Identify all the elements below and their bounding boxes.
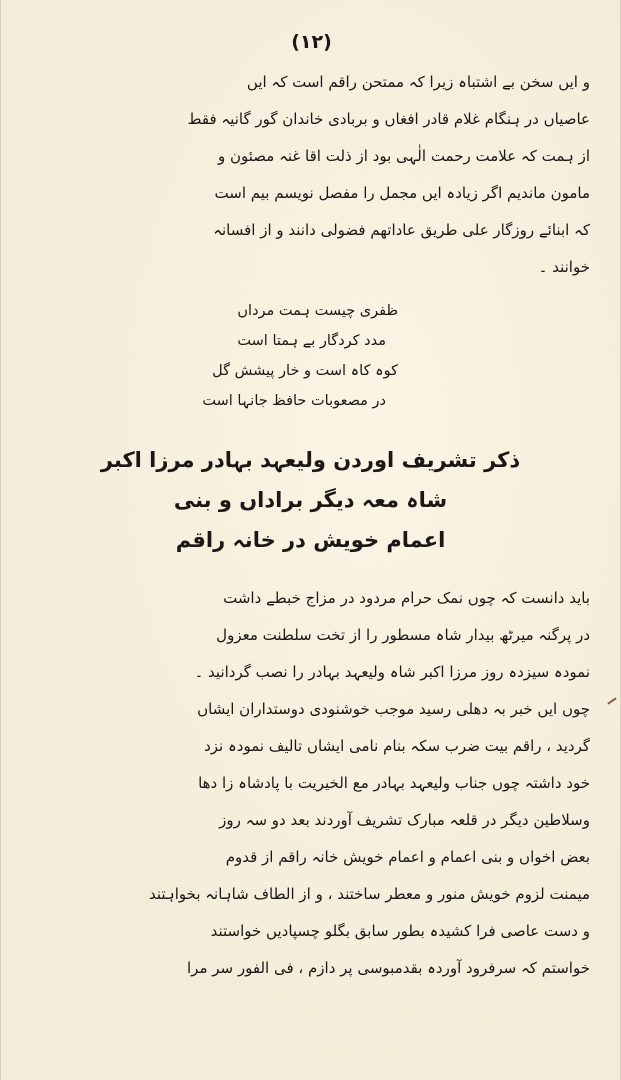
text-line: در پرگنہ میرٹھ بیدار شاہ مسطور را از تخت سلطنت معزول: [216, 626, 590, 644]
heading-line: ذکر تشریف اوردن ولیعہد بہادر مرزا اکبر: [100, 448, 521, 472]
text-line: از ہمت کہ علامت رحمت الٰہی بود از ذلت اقا غنہ مصئون و: [218, 147, 590, 165]
verse-line: در مصعوبات حافظ جانہا است: [202, 393, 386, 409]
text-line: خود داشتہ چوں جناب ولیعہد بہادر مع الخیریت با پادشاہ زا دھا: [198, 774, 590, 792]
verse-line: مدد کردگار بے ہمتا است: [237, 333, 386, 349]
paragraph-opening: [31, 64, 590, 286]
text-line: و ایں سخن بے اشتباہ زیرا کہ ممتحن راقم است کہ ایں: [246, 73, 590, 91]
text-line: بعض اخواں و بنی اعمام و اعمام خویش خانہ راقم از قدوم: [225, 848, 590, 866]
text-line: خوانند ۔: [538, 258, 590, 276]
poem-verses: [158, 296, 398, 416]
text-line: وسلاطین دیگر در قلعہ مبارک تشریف آوردند بعد دو سہ روز: [219, 811, 590, 829]
pen-mark: [607, 697, 616, 704]
page-number: (۱۲): [291, 31, 332, 53]
text-line: کہ ابنائے روزگار علی طریق عاداتھم فضولی دانند و از افسانہ: [213, 221, 590, 239]
verse-line: کوہ کاہ است و خار پیشش گل: [212, 363, 398, 379]
text-line: مامون ماندیم اگر زیادہ ایں مجمل را مفصل نویسم بیم است: [214, 184, 590, 202]
text-line: میمنت لزوم خویش منور و معطر ساختند ، و از الطاف شاہانہ بخواہتند: [149, 885, 590, 903]
verse-line: ظفری چیست ہمت مرداں: [237, 303, 398, 319]
heading-line: شاہ معہ دیگر براداں و بنی: [173, 488, 448, 512]
text-line: خواستم کہ سرفرود آوردہ بقدمبوسی پر دازم ، فی الفور سر مرا: [187, 959, 590, 977]
paragraph-main: [31, 580, 590, 987]
section-heading: [21, 440, 600, 560]
text-line: چوں ایں خبر بہ دھلی رسید موجب خوشنودی دوستداران ایشاں: [197, 700, 590, 718]
text-line: باید دانست کہ چوں نمک حرام مردود در مزاج خبطے داشت: [223, 589, 590, 607]
text-line: و دست عاصی فرا کشیدہ بطور سابق بگلو چسپادیں خواستند: [210, 922, 590, 940]
heading-line: اعمام خویش در خانہ راقم: [175, 528, 446, 552]
text-line: عاصیاں در ہنگام غلام قادر افغاں و بربادی خاندان گور گانیہ فقط: [187, 110, 590, 128]
text-line: گردید ، راقم بیت ضرب سکہ بنام نامی ایشاں تالیف نمودہ نزد: [204, 737, 590, 755]
text-line: نمودہ سیزدہ روز مرزا اکبر شاہ ولیعہد بہادر را نصب گردانید ۔: [194, 663, 590, 681]
